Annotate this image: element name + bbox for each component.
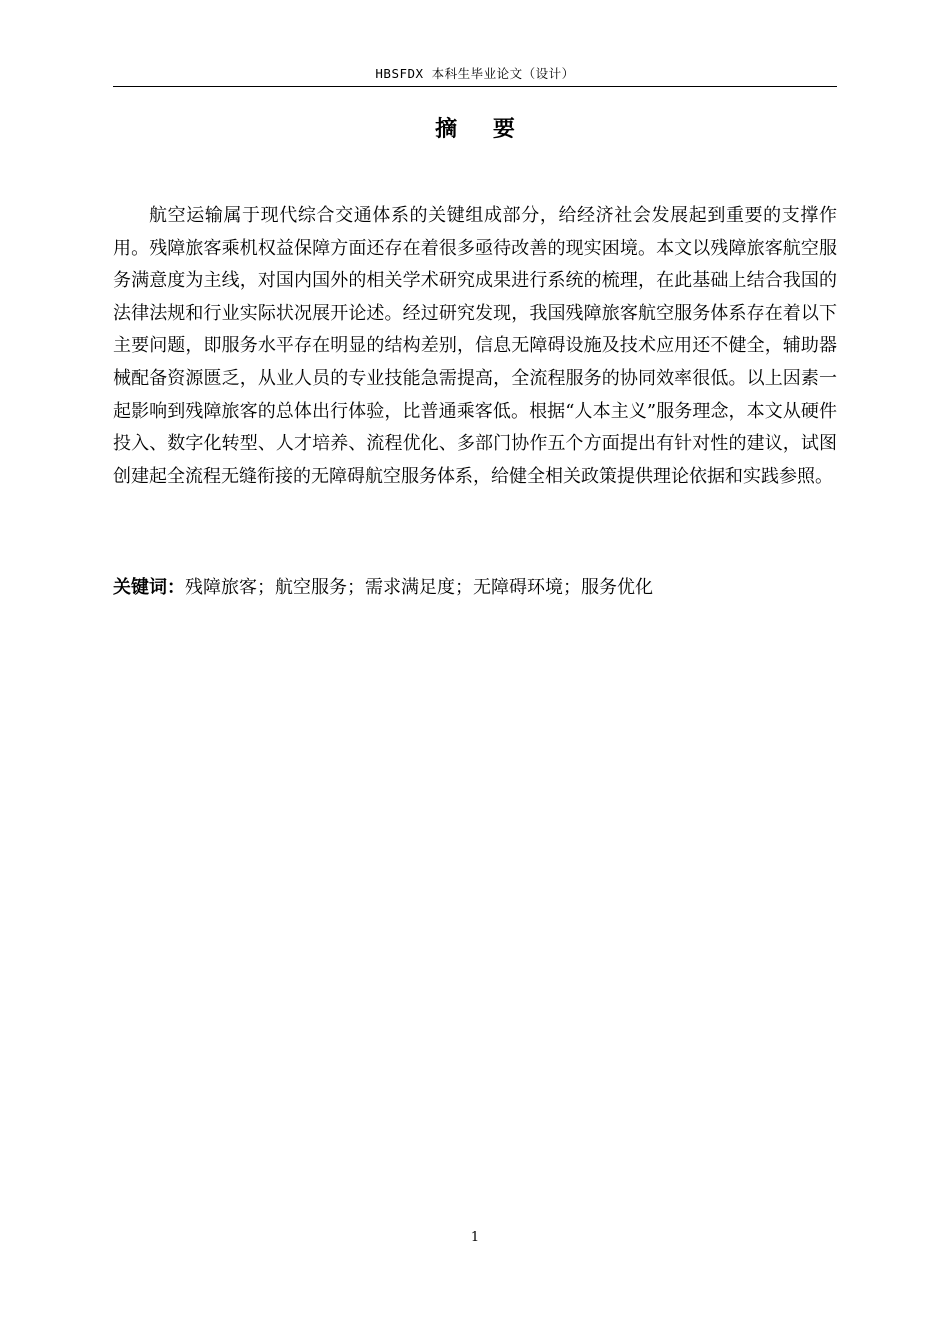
keywords-text: 残障旅客；航空服务；需求满足度；无障碍环境；服务优化 bbox=[185, 577, 653, 598]
page-number: 1 bbox=[470, 1230, 480, 1245]
abstract-title: 摘 要 bbox=[435, 117, 529, 142]
keywords-line bbox=[113, 572, 837, 604]
page-header bbox=[113, 64, 837, 87]
keywords-label: 关键词： bbox=[113, 577, 185, 598]
page-header-text: HBSFDX 本科生毕业论文（设计） bbox=[375, 66, 575, 81]
abstract-body: 航空运输属于现代综合交通体系的关键组成部分，给经济社会发展起到重要的支撑作用。残障旅客乘机权益保障方面还存在着很多亟待改善的现实困境。本文以残障旅客航空服务满意度为主线，对国内国外的相关学术研究成果进行系统的梳理，在此基础上结合我国的法律法规和行业实际状况展开论述。经过研究发现，我国残障旅客航空服务体系存在着以下主要问题，即服务水平存在明显的结构差别，信息无障碍设施及技术应用还不健全，辅助器械配备资源匮乏，从业人员的专业技能急需提高，全流程服务的协同效率很低。以上因素一起影响到残障旅客的总体出行体验，比普通乘客低。根据“人本主义”服务理念，本文从硬件投入、数字化转型、人才培养、流程优化、多部门协作五个方面提出有针对性的建议，试图创建起全流程无缝衔接的无障碍航空服务体系，给健全相关政策提供理论依据和实践参照。 bbox=[113, 205, 837, 487]
